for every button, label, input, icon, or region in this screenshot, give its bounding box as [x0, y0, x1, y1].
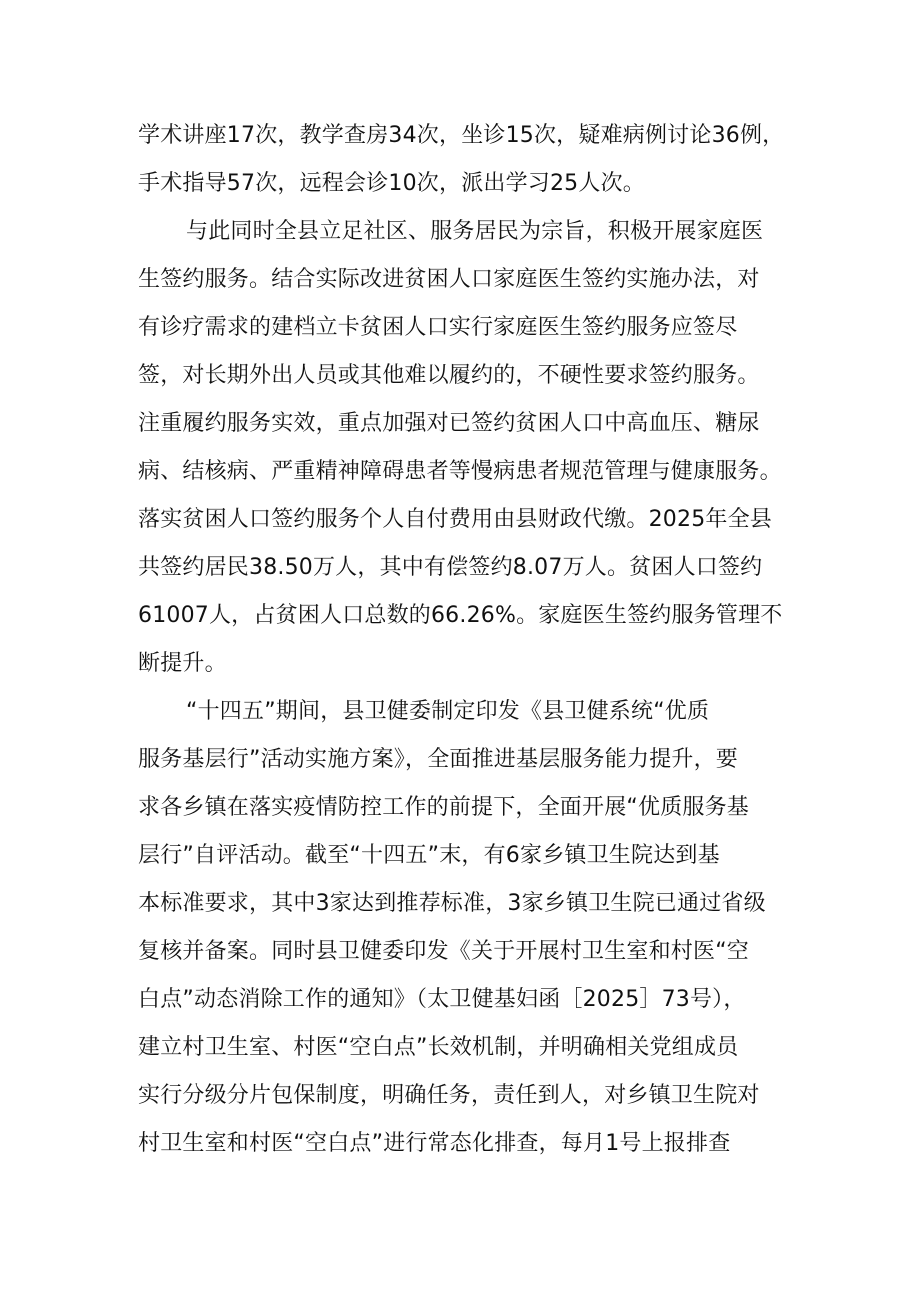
text-line: 服务基层行”活动实施方案》，全面推进基层服务能力提升，要 [138, 747, 738, 772]
text-line: 共签约居民38.50万人，其中有偿签约8.07万人。贫困人口签约 [138, 555, 763, 580]
text-line: 有诊疗需求的建档立卡贫困人口实行家庭医生签约服务应签尽 [138, 315, 738, 340]
text-line: 白点”动态消除工作的通知》（太卫健基妇函［2025］73号）， [138, 987, 746, 1012]
paragraph-first-line: 与此同时全县立足社区、服务居民为宗旨，积极开展家庭医 [186, 219, 764, 244]
text-line: 落实贫困人口签约服务个人自付费用由县财政代缴。2025年全县 [138, 507, 772, 532]
text-line: 层行”自评活动。截至“十四五”末，有6家乡镇卫生院达到基 [138, 843, 720, 868]
text-line: 手术指导57次，远程会诊10次，派出学习25人次。 [138, 171, 645, 196]
text-line: 村卫生室和村医“空白点”进行常态化排查，每月1号上报排查 [138, 1131, 731, 1156]
text-line: 签，对长期外出人员或其他难以履约的，不硬性要求签约服务。 [138, 363, 760, 388]
text-line: 复核并备案。同时县卫健委印发《关于开展村卫生室和村医“空 [138, 939, 749, 964]
text-line: 生签约服务。结合实际改进贫困人口家庭医生签约实施办法，对 [138, 267, 760, 292]
text-line: 建立村卫生室、村医“空白点”长效机制，并明确相关党组成员 [138, 1035, 739, 1060]
paragraph-first-line: “十四五”期间，县卫健委制定印发《县卫健系统“优质 [186, 699, 710, 724]
text-line: 实行分级分片包保制度，明确任务，责任到人，对乡镇卫生院对 [138, 1083, 760, 1108]
text-line: 求各乡镇在落实疫情防控工作的前提下，全面开展“优质服务基 [138, 795, 749, 820]
text-line: 学术讲座17次，教学查房34次，坐诊15次，疑难病例讨论36例， [138, 123, 785, 148]
text-line: 61007人，占贫困人口总数的66.26%。家庭医生签约服务管理不 [138, 603, 783, 628]
text-line: 断提升。 [138, 651, 227, 676]
text-line: 本标准要求，其中3家达到推荐标准，3家乡镇卫生院已通过省级 [138, 891, 766, 916]
text-line: 注重履约服务实效，重点加强对已签约贫困人口中高血压、糖尿 [138, 411, 760, 436]
text-line: 病、结核病、严重精神障碍患者等慢病患者规范管理与健康服务。 [138, 459, 782, 484]
